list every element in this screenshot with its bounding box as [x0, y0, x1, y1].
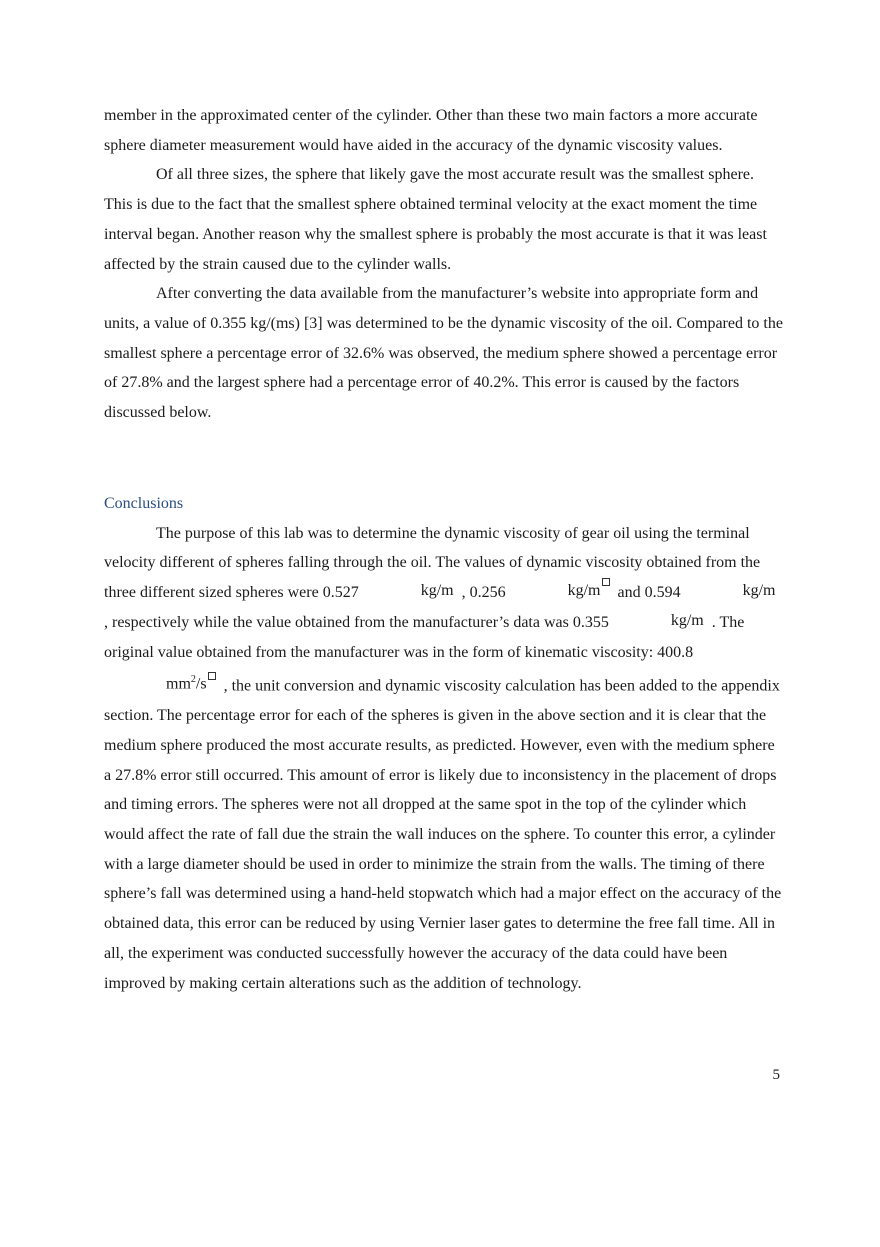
conclusions-paragraph	[104, 519, 784, 999]
unit-kg-per-m-2: kg/m	[516, 576, 610, 606]
conclusions-section	[104, 489, 784, 998]
page-number: 5	[772, 1067, 780, 1083]
conclusions-text-3: and 0.594	[617, 584, 681, 602]
conclusions-text-5: . The original value obtained from the manufacturer was in the form of kinematic viscosity: 400.8	[104, 613, 745, 661]
unit-kg-per-m-3: kg/m	[742, 582, 776, 600]
paragraph-continuation: member in the approximated center of the cylinder. Other than these two main factors a more accurate sphere diameter measurement would have aided in the accuracy of the dynamic viscosity values.	[104, 107, 758, 154]
conclusions-text-1: The purpose of this lab was to determine the dynamic viscosity of gear oil using the terminal velocity different of spheres falling through the oil. The values of dynamic viscosity obtained from the three different sized spheres were 0.527	[104, 524, 761, 602]
paragraph-smallest-sphere: Of all three sizes, the sphere that likely gave the most accurate result was the smallest sphere. This is due to the fact that the smallest sphere obtained terminal velocity at the exact moment the time interval began. Another reason why the smallest sphere is probably the most accurate is that it was least affected by the strain caused due to the cylinder walls.	[104, 166, 767, 273]
unit-mm2-per-s: $mm^2/s$	[114, 665, 216, 699]
conclusions-heading: Conclusions	[104, 495, 184, 512]
placeholder-box-icon	[602, 578, 610, 586]
conclusions-text-2: , 0.256	[461, 584, 506, 602]
placeholder-box-icon	[208, 672, 216, 680]
paragraph-manufacturer-comparison: After converting the data available from the manufacturer’s website into appropriate form and units, a value of 0.355 kg/(ms) [3] was determined to be the dynamic viscosity of the oil. Compared to the smallest sphere a percentage error of 32.6% was observed, the medium sphere showed a percentage error of 27.8% and the largest sphere had a percentage error of 40.2%. This error is caused by the factors discussed below.	[104, 285, 783, 422]
unit-kg-per-m-4: kg/m	[670, 611, 704, 629]
results-discussion	[104, 101, 784, 428]
conclusions-text-6: , the unit conversion and dynamic viscosity calculation has been added to the appendix section. The percentage error for each of the spheres is given in the above section and it is clear that the medium sphere produced the most accurate results, as predicted. However, even with the medium sphere a 27.8% error still occurred. This amount of error is likely due to inconsistency in the placement of drops and timing errors. The spheres were not all dropped at the same spot in the top of the cylinder which would affect the rate of fall due the strain the wall induces on the sphere. To counter this error, a cylinder with a large diameter should be used in order to minimize the strain from the walls. The timing of there sphere’s fall was determined using a hand-held stopwatch which had a major effect on the accuracy of the obtained data, this error can be reduced by using Vernier laser gates to determine the free fall time. All in all, the experiment was conducted successfully however the accuracy of the data could have been improved by making certain alterations such as the addition of technology.	[104, 677, 782, 992]
conclusions-text-4: , respectively while the value obtained from the manufacturer’s data was 0.355	[104, 613, 609, 631]
unit-kg-per-m-1: kg/m	[420, 582, 454, 600]
